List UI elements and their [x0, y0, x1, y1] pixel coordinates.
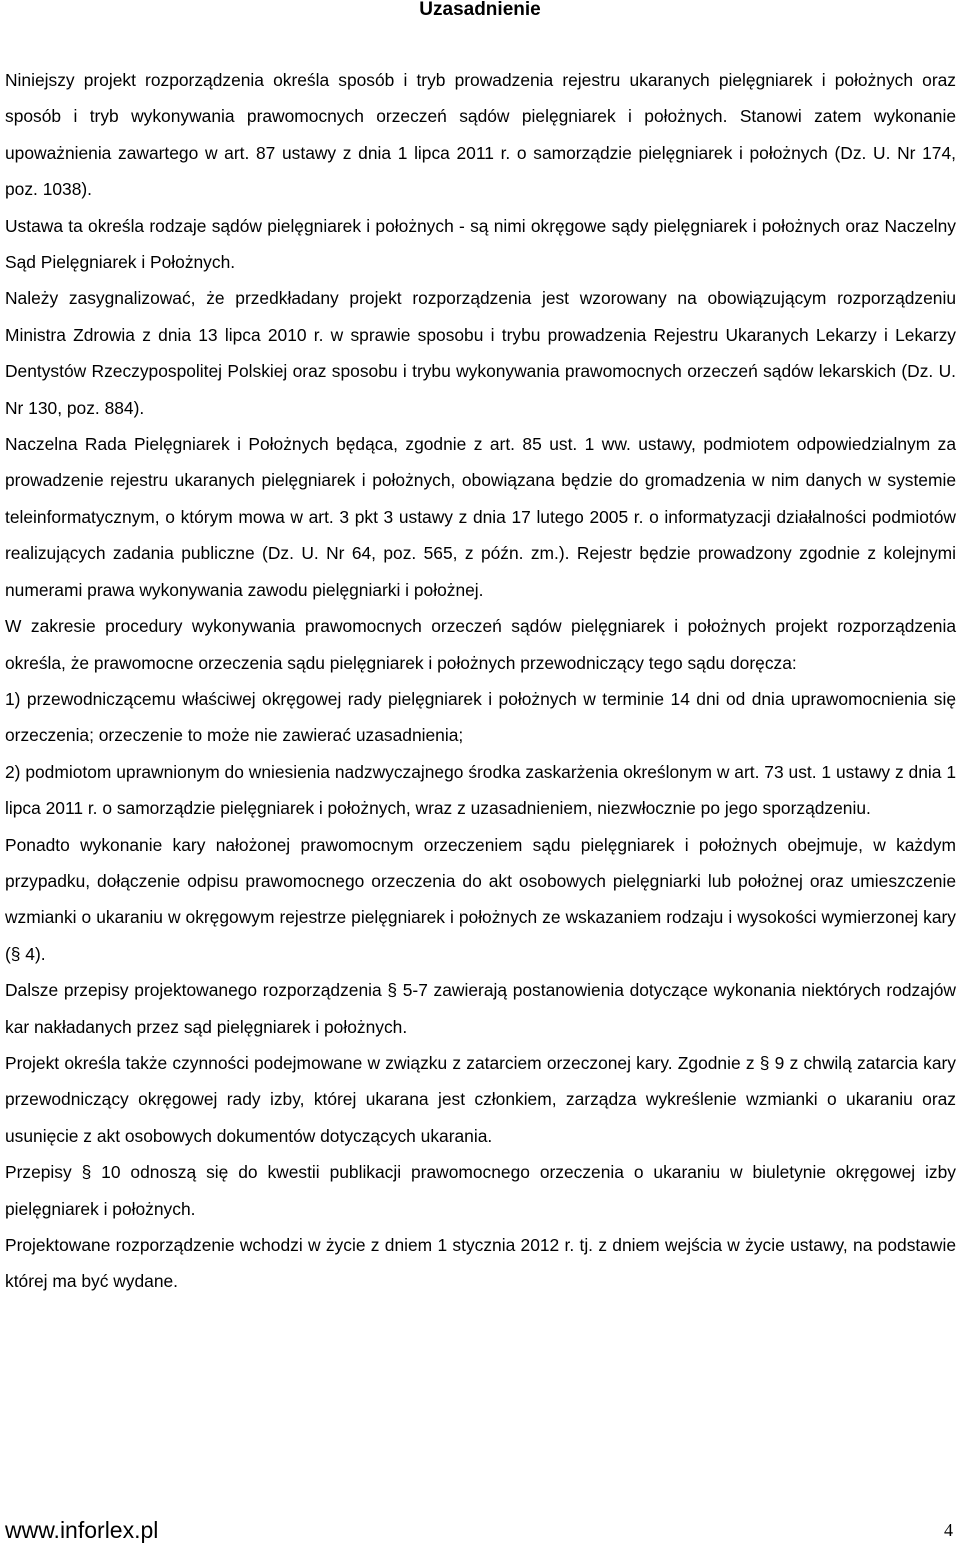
- paragraph: Ponadto wykonanie kary nałożonej prawomocnym orzeczeniem sądu pielęgniarek i położnych obejmuje, w każdym przypadku, dołączenie odpisu prawomocnego orzeczenia do akt osobowych pielęgniarki lub położnej oraz umieszczenie wzmianki o ukaraniu w okręgowym rejestrze pielęgniarek i położnych ze wskazaniem rodzaju i wysokości wymierzonej kary (§ 4).: [5, 834, 956, 964]
- document-body: [5, 62, 956, 1300]
- paragraph: Projektowane rozporządzenie wchodzi w życie z dniem 1 stycznia 2012 r. tj. z dniem wejścia w życie ustawy, na podstawie której ma być wydane.: [5, 1235, 956, 1292]
- paragraph: Należy zasygnalizować, że przedkładany projekt rozporządzenia jest wzorowany na obowiązującym rozporządzeniu Ministra Zdrowia z dnia 13 lipca 2010 r. w sprawie sposobu i trybu prowadzenia Rejestru Ukaranych Lekarzy i Lekarzy Dentystów Rzeczypospolitej Polskiej oraz sposobu i trybu wykonywania prawomocnych orzeczeń sądów lekarskich (Dz. U. Nr 130, poz. 884).: [5, 288, 956, 418]
- paragraph: Dalsze przepisy projektowanego rozporządzenia § 5-7 zawierają postanowienia dotyczące wykonania niektórych rodzajów kar nakładanych przez sąd pielęgniarek i położnych.: [5, 980, 956, 1037]
- footer-website: www.inforlex.pl: [5, 1517, 159, 1543]
- paragraph: Przepisy § 10 odnoszą się do kwestii publikacji prawomocnego orzeczenia o ukaraniu w biuletynie okręgowej izby pielęgniarek i położnych.: [5, 1162, 956, 1219]
- paragraph: Naczelna Rada Pielęgniarek i Położnych będąca, zgodnie z art. 85 ust. 1 ww. ustawy, podmiotem odpowiedzialnym za prowadzenie rejestru ukaranych pielęgniarek i położnych, obowiązana będzie do gromadzenia w nim danych w systemie teleinformatycznym, o którym mowa w art. 3 pkt 3 ustawy z dnia 17 lutego 2005 r. o informatyzacji działalności podmiotów realizujących zadania publiczne (Dz. U. Nr 64, poz. 565, z późn. zm.). Rejestr będzie prowadzony zgodnie z kolejnymi numerami prawa wykonywania zawodu pielęgniarki i położnej.: [5, 434, 956, 600]
- paragraph: W zakresie procedury wykonywania prawomocnych orzeczeń sądów pielęgniarek i położnych projekt rozporządzenia określa, że prawomocne orzeczenia sądu pielęgniarek i położnych przewodniczący tego sądu doręcza:: [5, 616, 956, 673]
- document-title: Uzasadnienie: [419, 0, 541, 20]
- list-item: 2) podmiotom uprawnionym do wniesienia nadzwyczajnego środka zaskarżenia określonym w art. 73 ust. 1 ustawy z dnia 1 lipca 2011 r. o samorządzie pielęgniarek i położnych, wraz z uzasadnieniem, niezwłocznie po jego sporządzeniu.: [5, 761, 956, 819]
- list-item: 1) przewodniczącemu właściwej okręgowej rady pielęgniarek i położnych w terminie 14 dni od dnia uprawomocnienia się orzeczenia; orzeczenie to może nie zawierać uzasadnienia;: [5, 688, 956, 746]
- page-number: 4: [944, 1520, 953, 1540]
- paragraph: Projekt określa także czynności podejmowane w związku z zatarciem orzeczonej kary. Zgodnie z § 9 z chwilą zatarcia kary przewodniczący okręgowej rady izby, której ukarana jest członkiem, zarządza wykreślenie wzmianki o ukaraniu oraz usunięcie z akt osobowych dokumentów dotyczących ukarania.: [5, 1052, 956, 1146]
- paragraph: Niniejszy projekt rozporządzenia określa sposób i tryb prowadzenia rejestru ukaranych pielęgniarek i położnych oraz sposób i tryb wykonywania prawomocnych orzeczeń sądów pielęgniarek i położnych. Stanowi zatem wykonanie upoważnienia zawartego w art. 87 ustawy z dnia 1 lipca 2011 r. o samorządzie pielęgniarek i położnych (Dz. U. Nr 174, poz. 1038).: [5, 70, 956, 200]
- paragraph: Ustawa ta określa rodzaje sądów pielęgniarek i położnych - są nimi okręgowe sądy pielęgniarek i położnych oraz Naczelny Sąd Pielęgniarek i Położnych.: [5, 215, 956, 273]
